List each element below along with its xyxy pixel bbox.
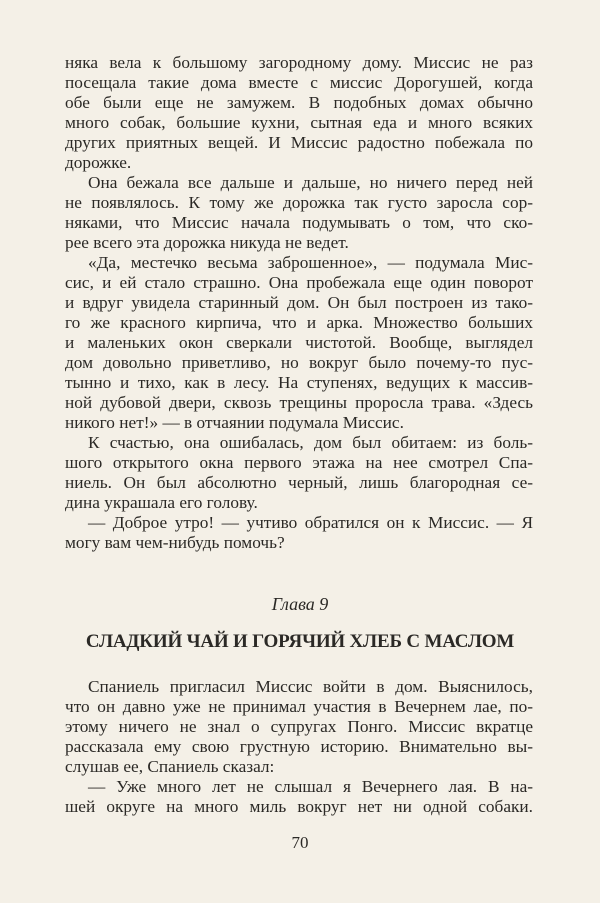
text-line: го же красного кирпича, что и арка. Множество больших — [65, 313, 533, 332]
text-line: шей округе на много миль вокруг нет ни одной собаки. — [65, 797, 533, 816]
paragraph — [65, 253, 533, 433]
text-line: дом довольно приветливо, но вокруг было почему-то пус- — [65, 353, 533, 372]
text-line: — Доброе утро! — учтиво обратился он к Миссис. — Я — [88, 513, 533, 532]
text-line: ной дубовой двери, сквозь трещины проросла трава. «Здесь — [65, 393, 533, 412]
text-line: рассказала ему свою грустную историю. Внимательно вы- — [65, 737, 533, 756]
text-line: могу вам чем-нибудь помочь? — [65, 533, 285, 552]
text-line: няка вела к большому загородному дому. Миссис не раз — [65, 53, 533, 72]
text-line: обе были еще не замужем. В подобных домах обычно — [65, 93, 533, 112]
text-line: не появлялось. К тому же дорожка так густо заросла сор- — [65, 193, 533, 212]
body-text-chapter — [65, 677, 533, 817]
chapter-label: Глава 9 — [271, 594, 329, 614]
text-line: дина украшала его голову. — [65, 493, 258, 512]
page-number: 70 — [291, 833, 309, 852]
text-line: других приятных вещей. И Миссис радостно побежала по — [65, 133, 533, 152]
text-line: никого нет!» — в отчаянии подумала Миссис. — [65, 413, 404, 432]
paragraph — [65, 677, 533, 777]
text-line: тынно и тихо, как в лесу. На ступенях, ведущих к массив- — [65, 373, 533, 392]
paragraph — [65, 53, 533, 173]
chapter-title: СЛАДКИЙ ЧАЙ И ГОРЯЧИЙ ХЛЕБ С МАСЛОМ — [85, 631, 515, 652]
text-line: посещала такие дома вместе с миссис Дорогушей, когда — [65, 73, 533, 92]
text-line: К счастью, она ошибалась, дом был обитаем: из боль- — [88, 433, 533, 452]
text-line: много собак, большие кухни, сытная еда и много всяких — [65, 113, 533, 132]
text-line: что он давно уже не принимал участия в Вечернем лае, по- — [65, 697, 533, 716]
text-line: Спаниель пригласил Миссис войти в дом. Выяснилось, — [88, 677, 533, 696]
text-line: «Да, местечко весьма заброшенное», — подумала Мис- — [88, 253, 533, 272]
text-line: сис, и ей стало страшно. Она пробежала еще один поворот — [65, 273, 533, 292]
paragraph — [65, 513, 533, 553]
paragraph — [65, 433, 533, 513]
paragraph — [65, 173, 533, 253]
text-line: — Уже много лет не слышал я Вечернего лая. В на- — [88, 777, 533, 796]
text-line: этому ничего не знал о супругах Понго. Миссис вкратце — [65, 717, 533, 736]
text-line: няками, что Миссис начала подумывать о том, что ско- — [65, 213, 533, 232]
text-line: дорожке. — [65, 153, 132, 172]
text-line: ниель. Он был абсолютно черный, лишь благородная се- — [65, 473, 533, 492]
text-line: рее всего эта дорожка никуда не ведет. — [65, 233, 349, 252]
text-line: и маленьких окон сверкали чистотой. Вообще, выглядел — [65, 333, 533, 352]
body-text-before-chapter — [65, 53, 533, 553]
text-line: слушав ее, Спаниель сказал: — [65, 757, 275, 776]
paragraph — [65, 777, 533, 817]
text-line: и вдруг увидела старинный дом. Он был построен из тако- — [65, 293, 533, 312]
text-line: шого открытого окна первого этажа на нее смотрел Спа- — [65, 453, 533, 472]
text-line: Она бежала все дальше и дальше, но ничего перед ней — [88, 173, 533, 192]
